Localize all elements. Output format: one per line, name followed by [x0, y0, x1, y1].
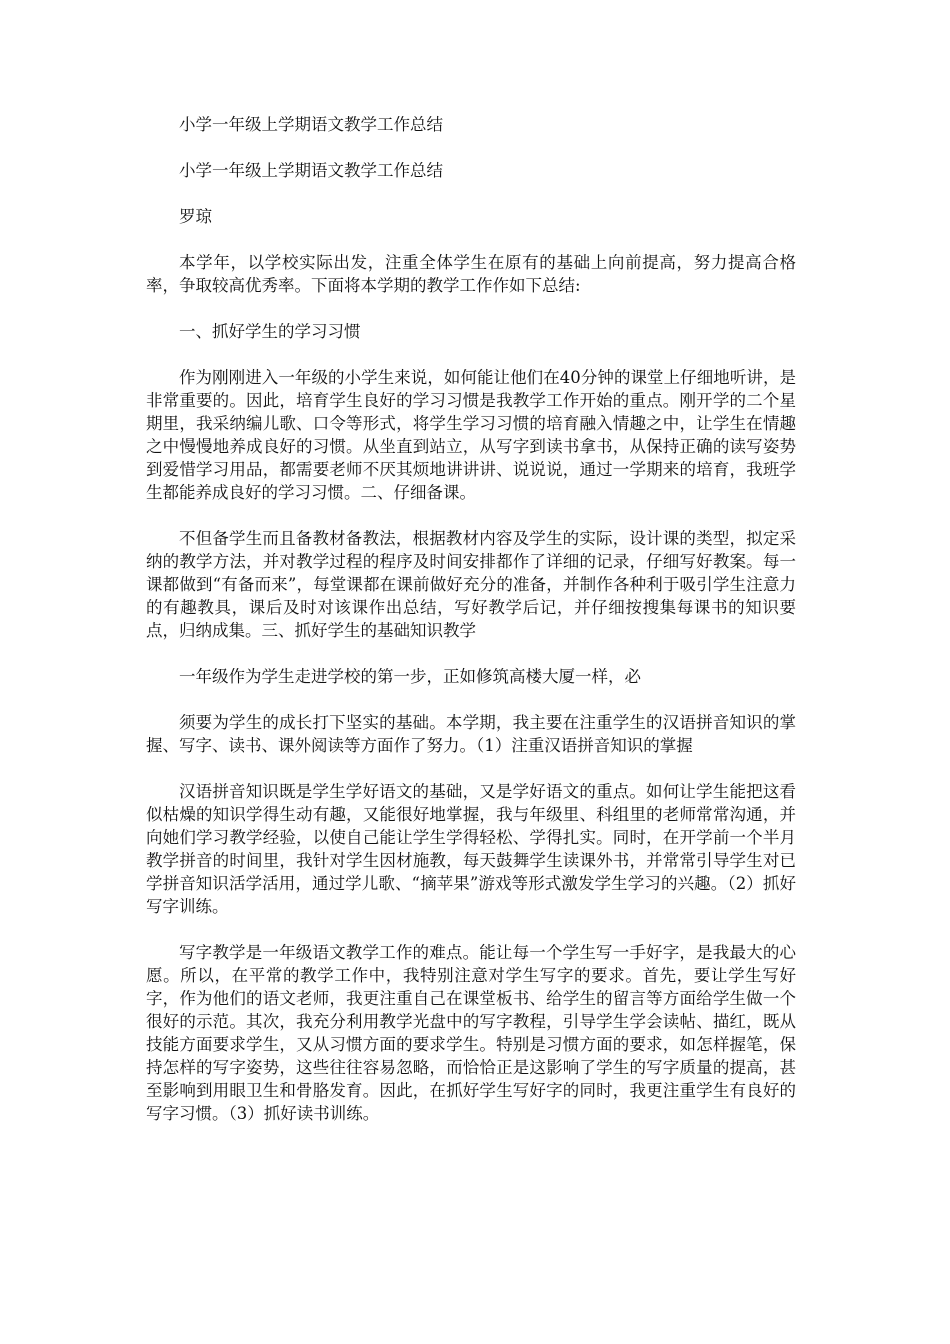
paragraph: 写字教学是一年级语文教学工作的难点。能让每一个学生写一手好字，是我最大的心愿。所以，在平常的教学工作中，我特别注意对学生写字的要求。首先，要让学生写好字，作为他们的语文老师，我更注重自己在课堂板书、给学生的留言等方面给学生做一个很好的示范。其次，我充分利用教学光盘中的写字教程，引导学生学会读帖、描红，既从技能方面要求学生，又从习惯方面的要求学生。特别是习惯方面的要求，如怎样握笔，保持怎样的写字姿势，这些往往容易忽略，而恰恰正是这影响了学生的写字质量的提高，甚至影响到用眼卫生和骨胳发育。因此，在抓好学生写好字的同时，我更注重学生有良好的写字习惯。（3）抓好读书训练。: [146, 943, 796, 1123]
paragraph: 不但备学生而且备教材备教法，根据教材内容及学生的实际，设计课的类型，拟定采纳的教学方法，并对教学过程的程序及时间安排都作了详细的记录，仔细写好教案。每一课都做到“有备而来”，每堂课都在课前做好充分的准备，并制作各种利于吸引学生注意力的有趣教具，课后及时对该课作出总结，写好教学后记，并仔细按搜集每课书的知识要点，归纳成集。三、抓好学生的基础知识教学: [146, 529, 796, 640]
paragraph: 本学年，以学校实际出发，注重全体学生在原有的基础上向前提高，努力提高合格率，争取较高优秀率。下面将本学期的教学工作作如下总结:: [146, 253, 796, 295]
document-body: [146, 113, 796, 1148]
paragraph: 一年级作为学生走进学校的第一步，正如修筑高楼大厦一样，必: [179, 667, 641, 686]
section-heading: 一、抓好学生的学习习惯: [179, 322, 361, 341]
document-author: 罗琼: [179, 207, 212, 226]
paragraph: 汉语拼音知识既是学生学好语文的基础，又是学好语文的重点。如何让学生能把这看似枯燥的知识学得生动有趣，又能很好地掌握，我与年级里、科组里的老师常常沟通，并向她们学习教学经验，以使自己能让学生学得轻松、学得扎实。同时，在开学前一个半月教学拼音的时间里，我针对学生因材施教，每天鼓舞学生读课外书，并常常引导学生对已学拼音知识活学活用，通过学儿歌、“摘苹果”游戏等形式激发学生学习的兴趣。（2）抓好写字训练。: [146, 782, 796, 916]
paragraph: 须要为学生的成长打下坚实的基础。本学期，我主要在注重学生的汉语拼音知识的掌握、写字、读书、课外阅读等方面作了努力。（1）注重汉语拼音知识的掌握: [146, 713, 796, 755]
paragraph: 作为刚刚进入一年级的小学生来说，如何能让他们在40分钟的课堂上仔细地听讲，是非常重要的。因此，培育学生良好的学习习惯是我教学工作开始的重点。刚开学的二个星期里，我采纳编儿歌、口令等形式，将学生学习习惯的培育融入情趣之中，让学生在情趣之中慢慢地养成良好的习惯。从坐直到站立，从写字到读书拿书，从保持正确的读写姿势到爱惜学习用品，都需要老师不厌其烦地讲讲讲、说说说，通过一学期来的培育，我班学生都能养成良好的学习习惯。二、仔细备课。: [146, 368, 796, 502]
document-subtitle: 小学一年级上学期语文教学工作总结: [179, 161, 443, 180]
document-title: 小学一年级上学期语文教学工作总结: [179, 115, 443, 134]
